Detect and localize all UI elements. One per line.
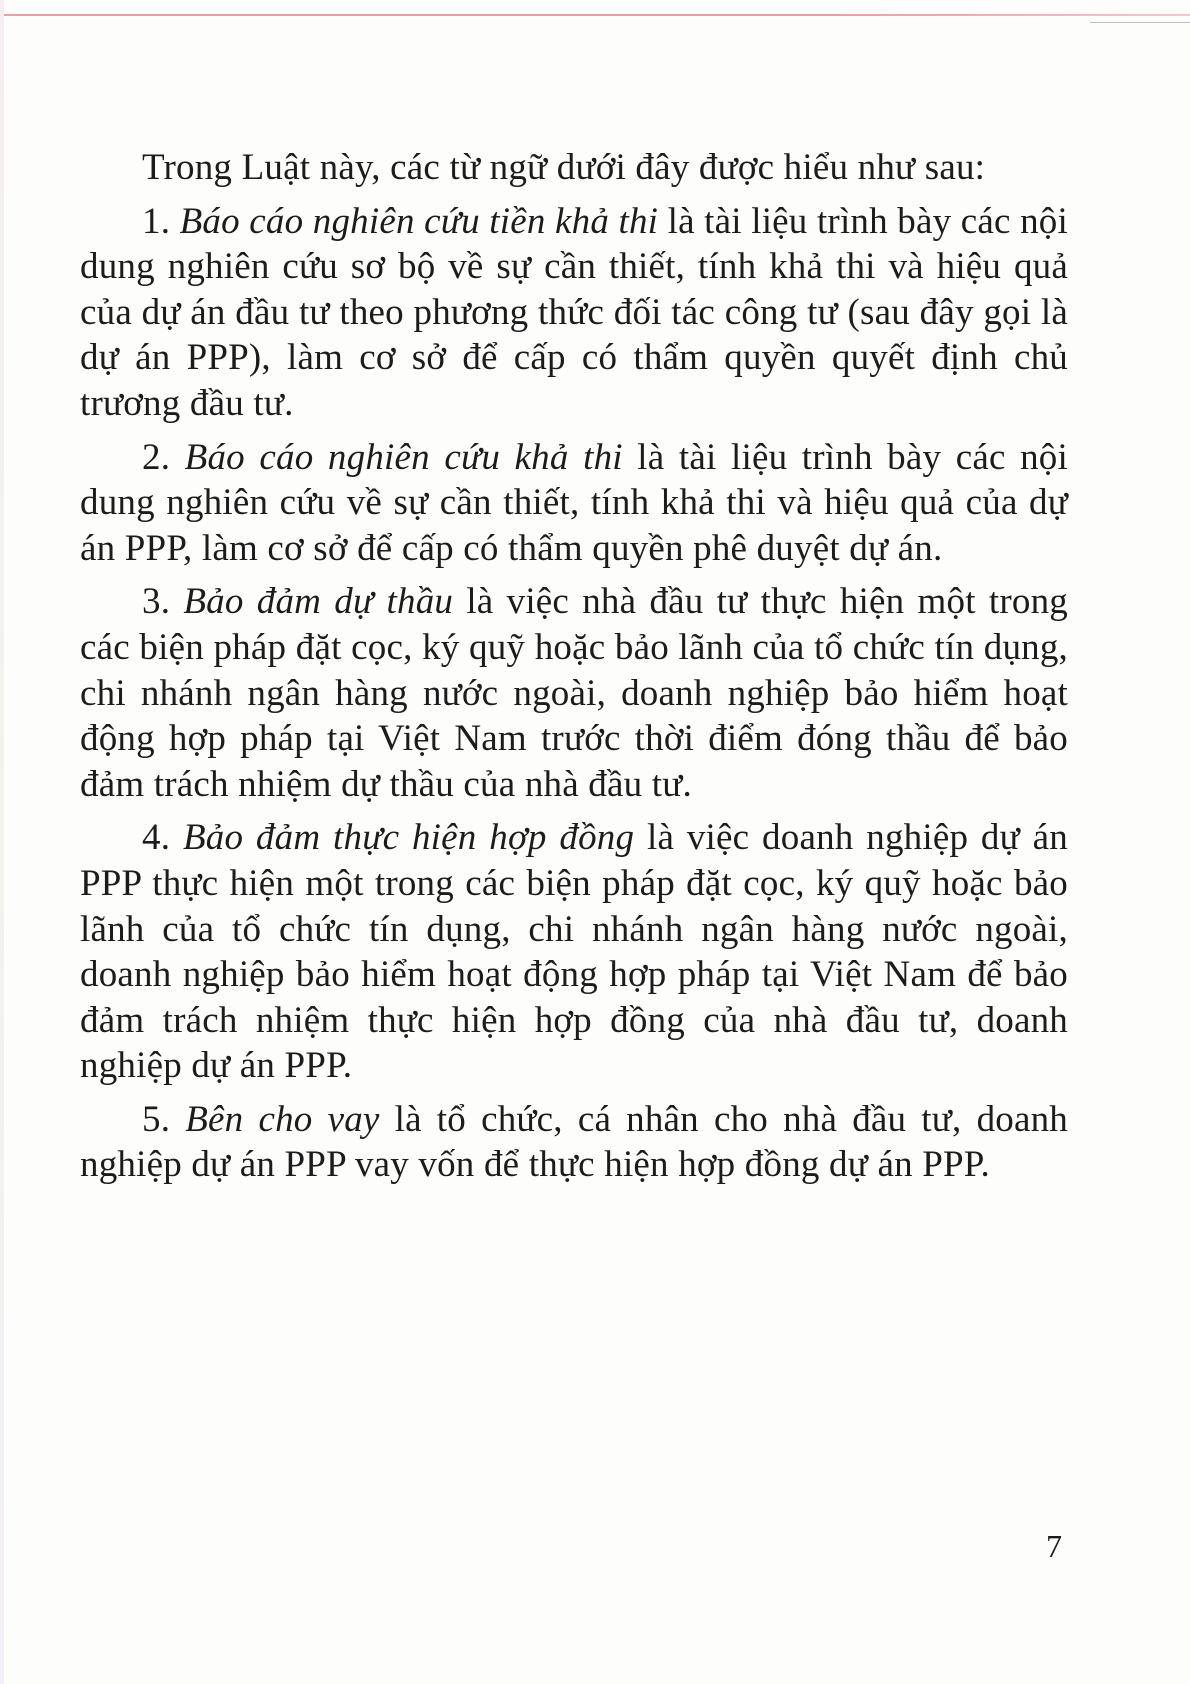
definition-number: 1.	[142, 200, 180, 242]
definition-4	[80, 815, 1068, 1089]
left-page-edge	[0, 0, 4, 1684]
definition-5	[80, 1097, 1068, 1188]
definition-2	[80, 435, 1068, 572]
top-border-line	[0, 14, 1190, 16]
definition-term: Bảo đảm dự thầu	[183, 581, 454, 623]
definition-term: Báo cáo nghiên cứu tiền khả thi	[179, 200, 659, 242]
definition-number: 4.	[142, 817, 183, 859]
page-number: 7	[1046, 1528, 1062, 1564]
definition-text: là tài liệu trình bày các nội dung nghiên cứu sơ bộ về sự cần thiết, tính khả thi và hiệu quả của dự án đầu tư theo phương thức đối tác công tư (sau đây gọi là dự án PPP), làm cơ sở để cấp có thẩm quyền quyết định chủ trương đầu tư.	[80, 200, 1068, 424]
definition-text: là tổ chức, cá nhân cho nhà đầu tư, doanh nghiệp dự án PPP vay vốn để thực hiện hợp đồng dự án PPP.	[80, 1098, 1068, 1186]
definition-1	[80, 199, 1068, 427]
definition-number: 2.	[142, 436, 185, 478]
definition-text: là việc doanh nghiệp dự án PPP thực hiện một trong các biện pháp đặt cọc, ký quỹ hoặc bảo lãnh của tổ chức tín dụng, chi nhánh ngân hàng nước ngoài, doanh nghiệp bảo hiểm hoạt động hợp pháp tại Việt Nam để bảo đảm trách nhiệm thực hiện hợp đồng của nhà đầu tư, doanh nghiệp dự án PPP.	[80, 817, 1068, 1087]
definition-number: 5.	[142, 1098, 186, 1140]
definition-text: là việc nhà đầu tư thực hiện một trong các biện pháp đặt cọc, ký quỹ hoặc bảo lãnh của tổ chức tín dụng, chi nhánh ngân hàng nước ngoài, doanh nghiệp bảo hiểm hoạt động hợp pháp tại Việt Nam trước thời điểm đóng thầu để bảo đảm trách nhiệm dự thầu của nhà đầu tư.	[80, 581, 1068, 805]
intro-paragraph: Trong Luật này, các từ ngữ dưới đây được hiểu như sau:	[142, 147, 986, 188]
definition-text: là tài liệu trình bày các nội dung nghiên cứu về sự cần thiết, tính khả thi và hiệu quả của dự án PPP, làm cơ sở để cấp có thẩm quyền phê duyệt dự án.	[80, 436, 1068, 569]
body-text	[80, 145, 1068, 1188]
definition-term: Bên cho vay	[185, 1098, 380, 1140]
definition-term: Bảo đảm thực hiện hợp đồng	[182, 817, 635, 859]
top-right-scan-line	[1090, 22, 1190, 23]
definition-term: Báo cáo nghiên cứu khả thi	[184, 436, 623, 478]
definition-3	[80, 579, 1068, 807]
definition-number: 3.	[142, 581, 184, 623]
